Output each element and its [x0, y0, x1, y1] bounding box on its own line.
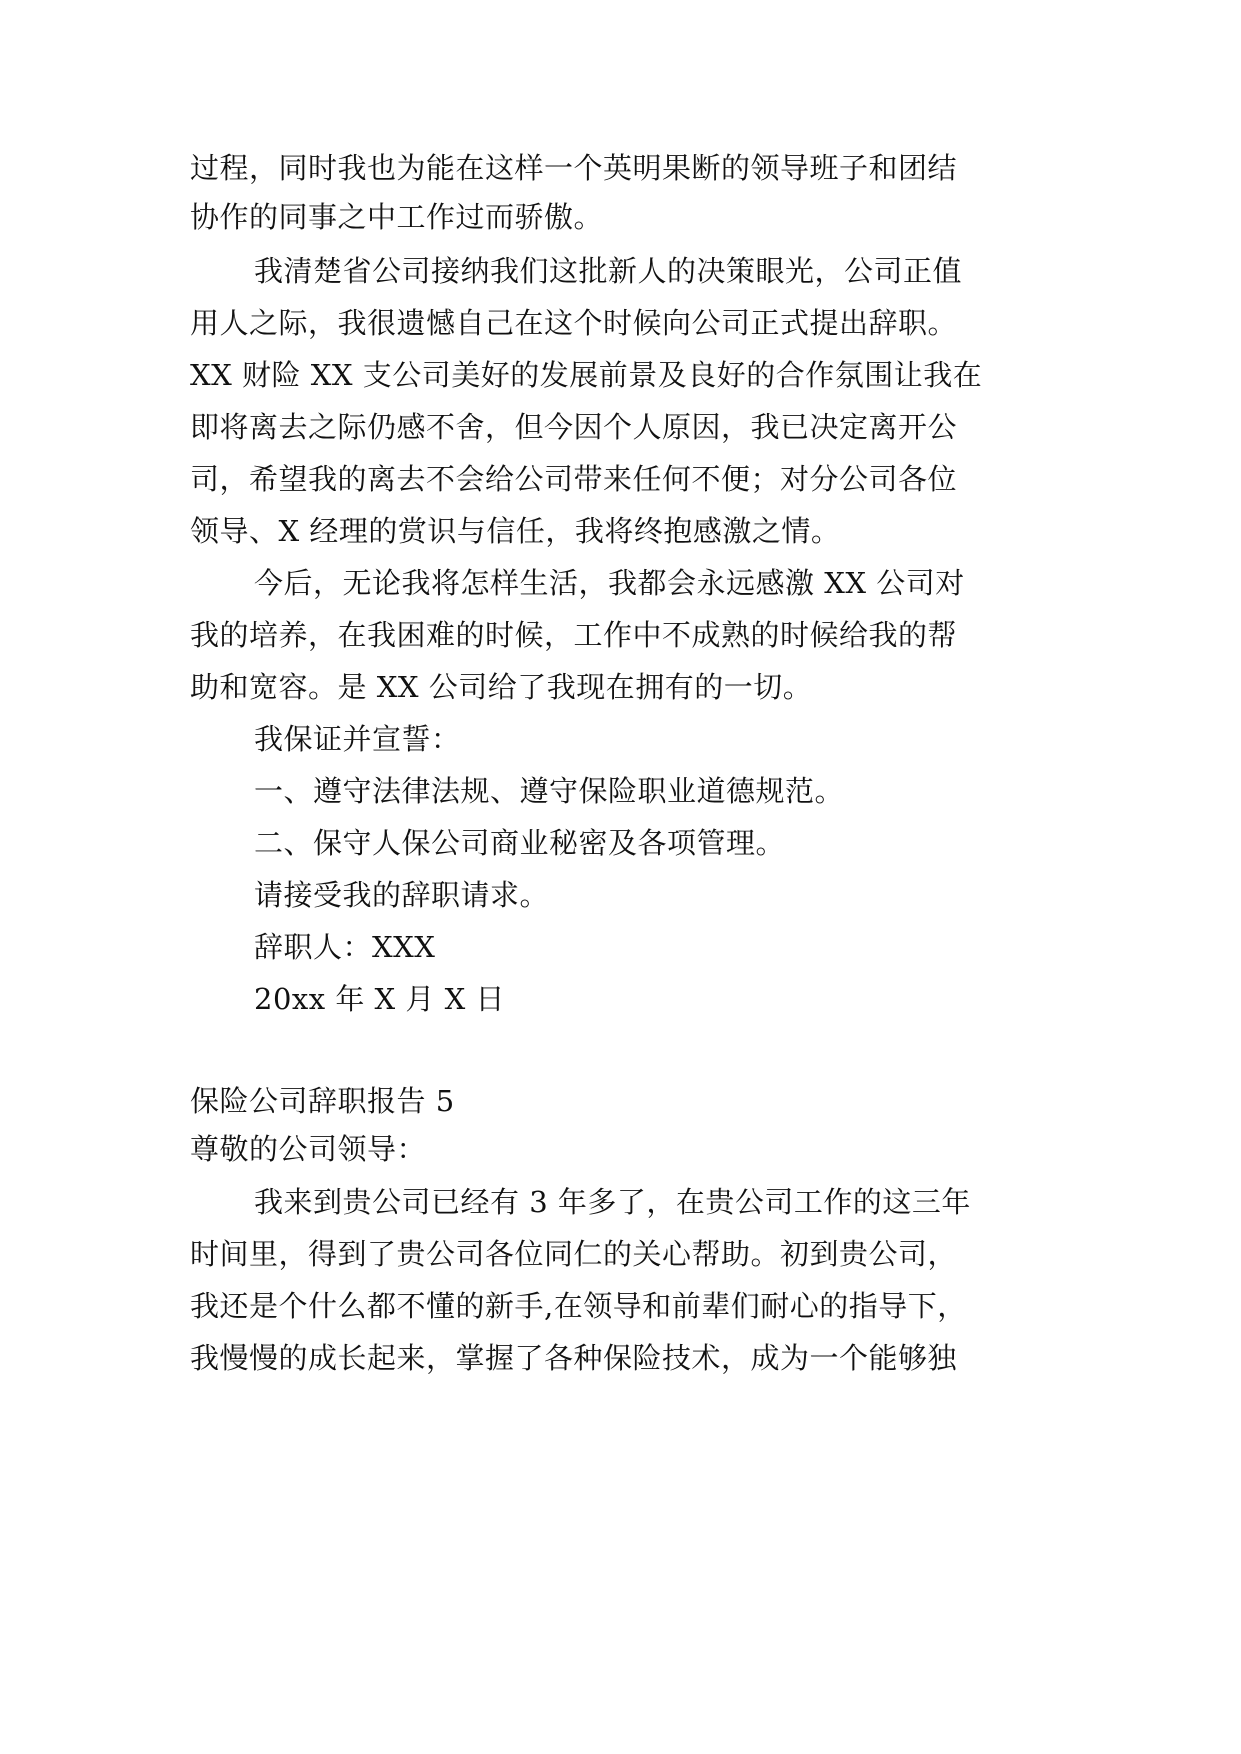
pledge-item: 二、保守人保公司商业秘密及各项管理。 [254, 826, 786, 860]
pledge-item: 一、遵守法律法规、遵守保险职业道德规范。 [254, 774, 845, 808]
paragraph-line: 领导、X 经理的赏识与信任，我将终抱感激之情。 [190, 514, 841, 548]
date-line: 20xx 年 X 月 X 日 [254, 982, 505, 1016]
paragraph-line: 协作的同事之中工作过而骄傲。 [190, 200, 604, 234]
paragraph-line: 司，希望我的离去不会给公司带来任何不便；对分公司各位 [190, 462, 958, 496]
paragraph-line: 时间里，得到了贵公司各位同仁的关心帮助。初到贵公司， [190, 1237, 958, 1271]
paragraph-line: XX 财险 XX 支公司美好的发展前景及良好的合作氛围让我在 [190, 358, 983, 392]
paragraph-line: 我清楚省公司接纳我们这批新人的决策眼光，公司正值 [254, 254, 963, 288]
paragraph-line: 我来到贵公司已经有 3 年多了，在贵公司工作的这三年 [254, 1185, 971, 1219]
pledge-intro: 我保证并宣誓： [254, 722, 461, 756]
paragraph-line: 即将离去之际仍感不舍，但今因个人原因，我已决定离开公 [190, 410, 958, 444]
paragraph-line: 今后，无论我将怎样生活，我都会永远感激 XX 公司对 [254, 566, 965, 600]
paragraph-line: 过程，同时我也为能在这样一个英明果断的领导班子和团结 [190, 151, 958, 185]
paragraph-line: 我慢慢的成长起来，掌握了各种保险技术，成为一个能够独 [190, 1341, 958, 1375]
signer-line: 辞职人：XXX [254, 930, 436, 964]
paragraph-line: 我还是个什么都不懂的新手,在领导和前辈们耐心的指导下， [190, 1289, 967, 1323]
salutation: 尊敬的公司领导： [190, 1132, 427, 1166]
paragraph-line: 我的培养，在我困难的时候，工作中不成熟的时候给我的帮 [190, 618, 958, 652]
paragraph-line: 用人之际，我很遗憾自己在这个时候向公司正式提出辞职。 [190, 306, 958, 340]
request-line: 请接受我的辞职请求。 [254, 878, 550, 912]
paragraph-line: 助和宽容。是 XX 公司给了我现在拥有的一切。 [190, 670, 813, 704]
section-title: 保险公司辞职报告 5 [190, 1084, 455, 1118]
